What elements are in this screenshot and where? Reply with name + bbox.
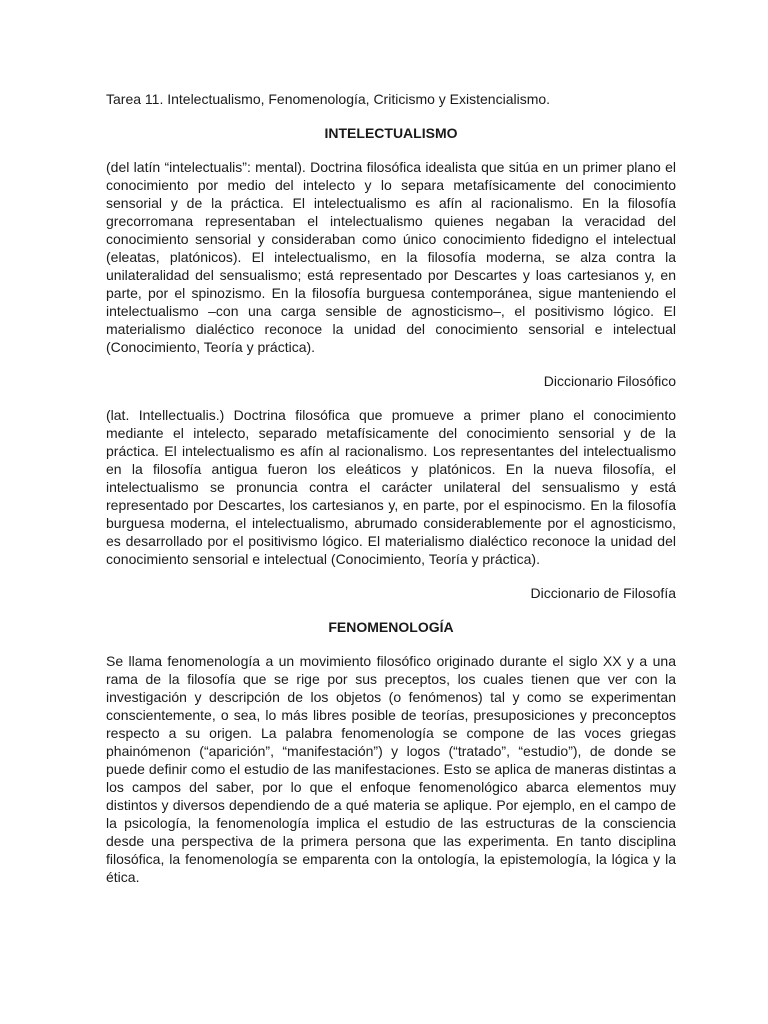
section-heading-intelectualismo: INTELECTUALISMO bbox=[324, 125, 458, 141]
definition-paragraph-2: (lat. Intellectualis.) Doctrina filosófica que promueve a primer plano el conocimiento mediante el intelecto, separado metafísicamente del conocimiento sensorial y de la práctica. El intelectualismo es afín al racionalismo. Los representantes del intelectualismo en la filosofía antigua fueron los eleáticos y platónicos. En la nueva filosofía, el intelectualismo se pronuncia contra el carácter unilateral del sensualismo y está representado por Descartes, los cartesianos y, en parte, por el espinocismo. En la filosofía burguesa moderna, el intelectualismo, abrumado considerablemente por el agnosticismo, es desarrollado por el positivismo lógico. El materialismo dialéctico reconoce la unidad del conocimiento sensorial e intelectual (Conocimiento, Teoría y práctica). bbox=[106, 407, 676, 567]
definition-paragraph-3: Se llama fenomenología a un movimiento filosófico originado durante el siglo XX y a una rama de la filosofía que se rige por sus preceptos, los cuales tienen que ver con la investigación y descripción de los objetos (o fenómenos) tal y como se experimentan conscientemente, o sea, lo más libres posible de teorías, presuposiciones y preconceptos respecto a su origen. La palabra fenomenología se compone de las voces griegas phainómenon (“aparición”, “manifestación”) y logos (“tratado”, “estudio”), de donde se puede definir como el estudio de las manifestaciones. Esto se aplica de maneras distintas a los campos del saber, por lo que el enfoque fenomenológico abarca elementos muy distintos y diversos dependiendo de a qué materia se aplique. Por ejemplo, en el campo de la psicología, la fenomenología implica el estudio de las estructuras de la consciencia desde una perspectiva de la primera persona que las experimenta. En tanto disciplina filosófica, la fenomenología se emparenta con la ontología, la epistemología, la lógica y la ética. bbox=[106, 653, 676, 885]
task-title: Tarea 11. Intelectualismo, Fenomenología, Criticismo y Existencialismo. bbox=[106, 91, 551, 107]
section-heading-fenomenologia: FENOMENOLOGÍA bbox=[328, 619, 454, 635]
source-citation-2: Diccionario de Filosofía bbox=[530, 585, 676, 601]
source-citation-1: Diccionario Filosófico bbox=[543, 373, 676, 389]
definition-paragraph-1: (del latín “intelectualis”: mental). Doctrina filosófica idealista que sitúa en un primer plano el conocimiento por medio del intelecto y lo separa metafísicamente del conocimiento sensorial y de la práctica. El intelectualismo es afín al racionalismo. En la filosofía grecorromana representaban el intelectualismo quienes negaban la veracidad del conocimiento sensorial y consideraban como único conocimiento fidedigno el intelectual (eleatas, platónicos). El intelectualismo, en la filosofía moderna, se alza contra la unilateralidad del sensualismo; está representado por Descartes y loas cartesianos y, en parte, por el spinozismo. En la filosofía burguesa contemporánea, sigue manteniendo el intelectualismo –con una carga sensible de agnosticismo–, el positivismo lógico. El materialismo dialéctico reconoce la unidad del conocimiento sensorial e intelectual (Conocimiento, Teoría y práctica). bbox=[106, 159, 676, 355]
document-page bbox=[106, 90, 676, 902]
